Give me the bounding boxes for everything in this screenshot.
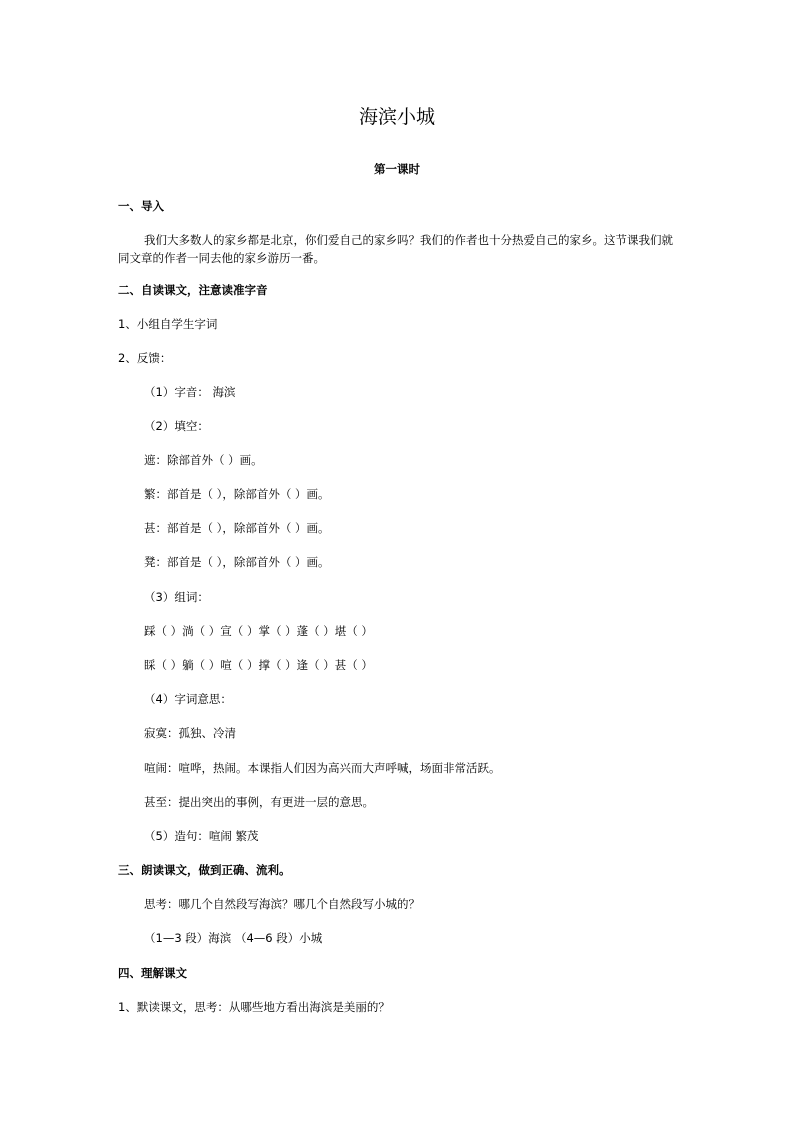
- list-item: 1、小组自学生字词: [118, 317, 218, 331]
- document-title: 海滨小城: [358, 106, 435, 128]
- list-item: 2、反馈：: [118, 351, 172, 365]
- word-building-line: 睬（ ）躺（ ）喧（ ）撑（ ）逢（ ）甚（ ）: [144, 658, 373, 672]
- sub-item-sentence: （5）造句：喧闹 繁茂: [144, 829, 259, 843]
- sub-item-word-meaning: （4）字词意思：: [144, 692, 232, 706]
- fill-blank-line: 凳：部首是（ ），除部首外（ ）画。: [144, 555, 330, 569]
- fill-blank-line: 遮：除部首外（ ）画。: [144, 453, 263, 467]
- fill-blank-line: 繁：部首是（ ），除部首外（ ）画。: [144, 487, 330, 501]
- document-subtitle: 第一课时: [374, 162, 420, 176]
- word-building-line: 踩（ ）淌（ ）宣（ ）掌（ ）蓬（ ）堪（ ）: [144, 624, 373, 638]
- section-heading-self-reading: 二、自读课文，注意读准字音: [118, 283, 268, 297]
- question-line: 思考：哪几个自然段写海滨？哪几个自然段写小城的？: [144, 897, 420, 911]
- answer-line: （1—3 段）海滨 （4—6 段）小城: [144, 931, 323, 945]
- sub-item-pronunciation: （1）字音： 海滨: [144, 385, 236, 399]
- sub-item-word-building: （3）组词：: [144, 590, 209, 604]
- sub-item-fill-blank: （2）填空：: [144, 419, 209, 433]
- word-meaning-line: 喧闹：喧哗，热闹。本课指人们因为高兴而大声呼喊，场面非常活跃。: [144, 761, 501, 775]
- word-meaning-line: 寂寞：孤独、冷清: [144, 726, 236, 740]
- fill-blank-line: 甚：部首是（ ），除部首外（ ）画。: [144, 521, 330, 535]
- section-heading-reading-aloud: 三、朗读课文，做到正确、流利。: [118, 863, 291, 877]
- list-item: 1、默读课文，思考：从哪些地方看出海滨是美丽的？: [118, 1000, 390, 1014]
- section-heading-intro: 一、导入: [118, 199, 164, 213]
- word-meaning-line: 甚至：提出突出的事例，有更进一层的意思。: [144, 795, 374, 809]
- section-heading-understanding: 四、理解课文: [118, 966, 187, 980]
- intro-paragraph: 我们大多数人的家乡都是北京，你们爱自己的家乡吗？我们的作者也十分热爱自己的家乡。这节课我们就同文章的作者一同去他的家乡游历一番。: [118, 233, 673, 265]
